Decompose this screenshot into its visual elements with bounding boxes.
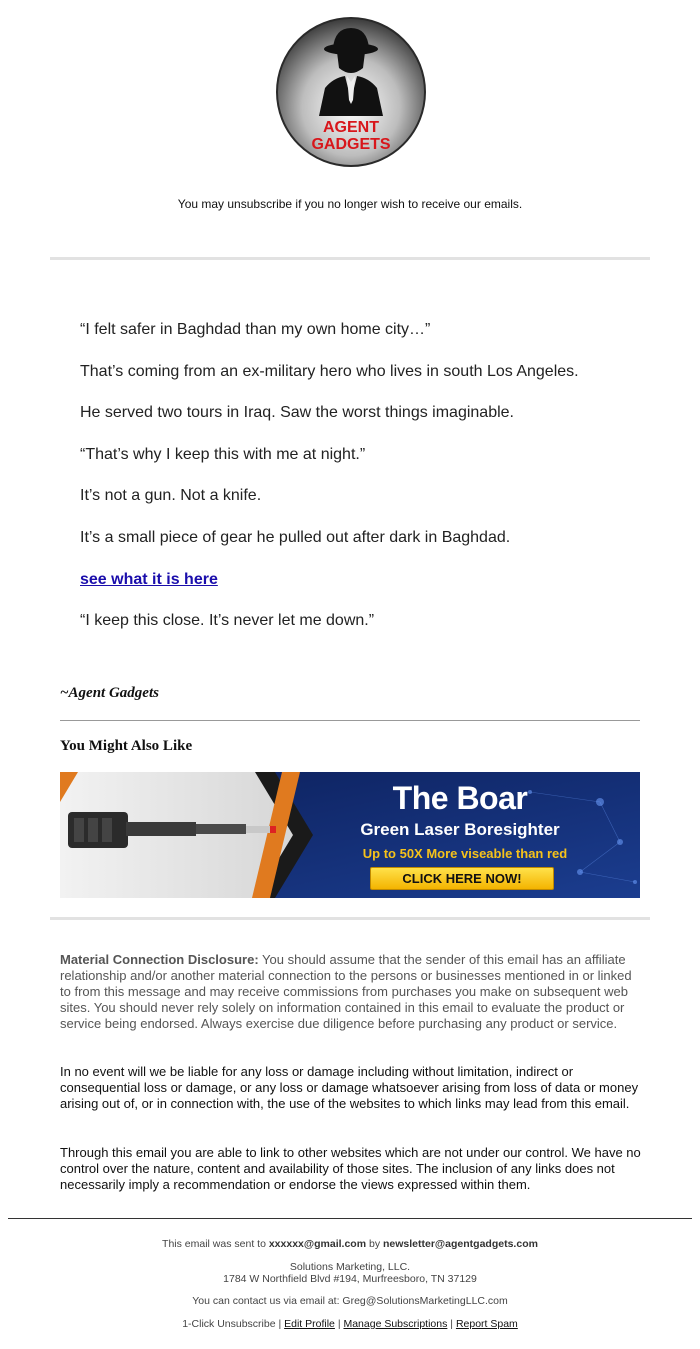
material-disclosure xyxy=(60,952,645,1032)
footer-separator: | xyxy=(447,1318,456,1330)
ad-subtitle: Green Laser Boresighter xyxy=(360,820,560,839)
edit-profile-link[interactable]: Edit Profile xyxy=(284,1318,335,1330)
manage-subscriptions-link[interactable]: Manage Subscriptions xyxy=(343,1318,448,1330)
footer-by: by xyxy=(366,1238,383,1250)
footer-links xyxy=(0,1318,700,1330)
footer-sent-to xyxy=(0,1238,700,1250)
footer-sent-prefix: This email was sent to xyxy=(162,1238,269,1250)
footer-recipient: xxxxxx@gmail.com xyxy=(268,1238,367,1250)
footer-company: Solutions Marketing, LLC. xyxy=(289,1261,411,1273)
unsubscribe-note: You may unsubscribe if you no longer wish to receive our emails. xyxy=(177,197,523,211)
logo-text-line1: AGENT xyxy=(323,119,379,136)
disclosure-text: You should assume that the sender of this email has an affiliate relationship and/or another material connection to the persons or businesses mentioned in or linked to from this message and may receive commissions from purchases you make on subsequent web sites. You should never rely solely on information contained in this email to evaluate the product or service being endorsed. Always exercise due diligence before purchasing any product or service. xyxy=(60,952,632,1031)
story-paragraph: It’s a small piece of gear he pulled out after dark in Baghdad. xyxy=(80,528,511,546)
story-paragraph: “I keep this close. It’s never let me down.” xyxy=(80,612,375,630)
footer-contact: You can contact us via email at: Greg@SolutionsMarketingLLC.com xyxy=(192,1295,508,1307)
ad-click-here-button[interactable]: CLICK HERE NOW! xyxy=(370,867,554,890)
agent-gadgets-logo[interactable] xyxy=(275,16,427,168)
story-paragraph: He served two tours in Iraq. Saw the worst things imaginable. xyxy=(80,404,514,422)
story-paragraph: “That’s why I keep this with me at night.” xyxy=(80,445,366,463)
external-links-paragraph: Through this email you are able to link to other websites which are not under our control. We have no control over the nature, content and availability of those sites. The inclusion of any links does not necessarily imply a recommendation or endorse the views expressed within them. xyxy=(60,1145,641,1192)
footer-sender: newsletter@agentgadgets.com xyxy=(383,1238,538,1250)
logo-text-line2: GADGETS xyxy=(311,136,391,153)
ad-divider xyxy=(50,917,650,920)
story-paragraph: That’s coming from an ex-military hero who lives in south Los Angeles. xyxy=(80,362,579,380)
report-spam-link[interactable]: Report Spam xyxy=(455,1318,518,1330)
boar-ad-banner[interactable] xyxy=(60,772,640,898)
story-paragraph: It’s not a gun. Not a knife. xyxy=(80,487,262,505)
signoff-divider xyxy=(60,720,640,721)
ad-tagline: Up to 50X More viseable than red xyxy=(362,846,568,861)
also-like-heading: You Might Also Like xyxy=(60,738,193,754)
footer-separator: | xyxy=(334,1318,344,1330)
one-click-unsubscribe[interactable]: 1-Click Unsubscribe | xyxy=(182,1318,285,1330)
ad-title: The Boar xyxy=(392,780,528,816)
footer-divider xyxy=(8,1218,692,1219)
story-link-paragraph xyxy=(80,570,640,612)
see-what-it-is-link[interactable]: see what it is here xyxy=(80,570,218,588)
footer-address: 1784 W Northfield Blvd #194, Murfreesboro, TN 37129 xyxy=(223,1273,477,1285)
header-divider xyxy=(50,257,650,260)
disclosure-label: Material Connection Disclosure: xyxy=(60,952,259,967)
story-paragraph: “I felt safer in Baghdad than my own home city…” xyxy=(80,321,431,338)
signoff: ~Agent Gadgets xyxy=(60,685,159,701)
liability-paragraph: In no event will we be liable for any loss or damage including without limitation, indirect or consequential loss or damage, or any loss or damage whatsoever arising from loss of data or money arising out of, or in connection with, the use of the websites to which links may lead from this email. xyxy=(60,1064,639,1111)
story-body xyxy=(80,320,640,653)
